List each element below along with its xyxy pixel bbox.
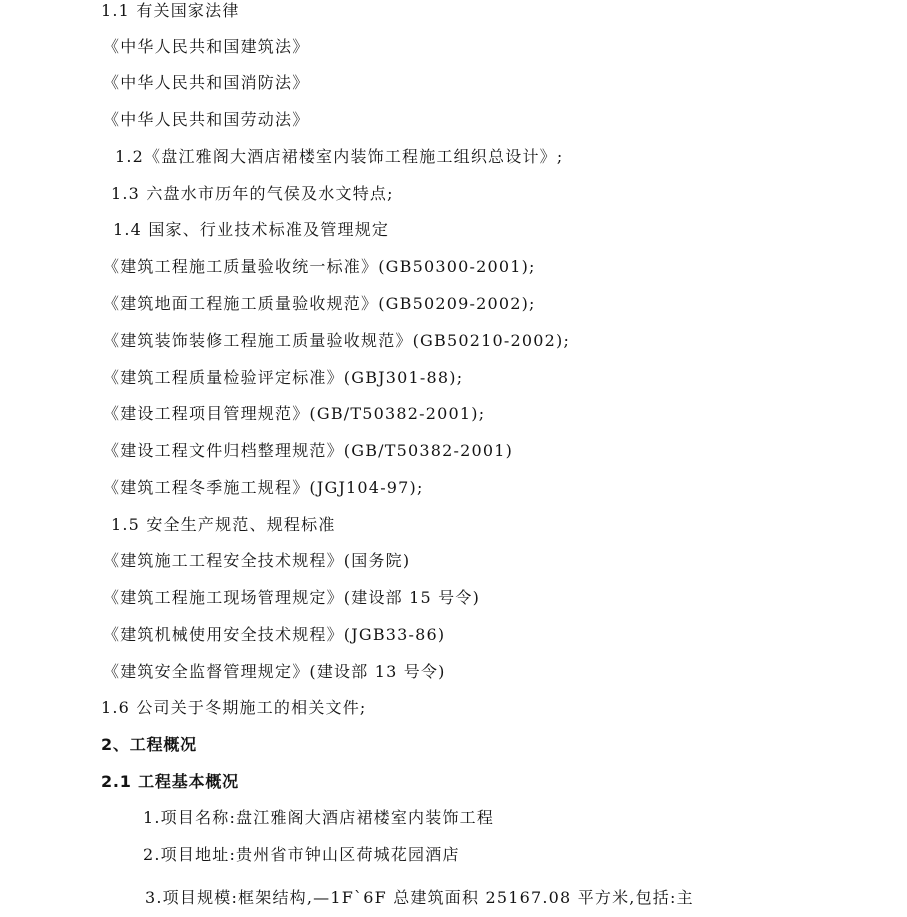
section-1-5-heading: 1.5 安全生产规范、规程标准 <box>111 515 336 534</box>
standard-gb50300: 《建筑工程施工质量验收统一标准》(GB50300-2001); <box>103 257 536 276</box>
standard-gbj301: 《建筑工程质量检验评定标准》(GBJ301-88); <box>103 368 464 387</box>
standard-gbt50382-management: 《建设工程项目管理规范》(GB/T50382-2001); <box>103 404 486 423</box>
section-1-1-heading: 1.1 有关国家法律 <box>101 1 240 20</box>
standard-jgj104: 《建筑工程冬季施工规程》(JGJ104-97); <box>103 478 424 497</box>
project-name-item: 1.项目名称:盘江雅阁大酒店裙楼室内装饰工程 <box>143 808 495 827</box>
project-scale-item: 3.项目规模:框架结构,—1F`6F 总建筑面积 25167.08 平方米,包括:主 <box>145 888 694 907</box>
standard-gb50210: 《建筑装饰装修工程施工质量验收规范》(GB50210-2002); <box>103 331 571 350</box>
section-1-3-item: 1.3 六盘水市历年的气侯及水文特点; <box>111 184 394 203</box>
law-fire-protection: 《中华人民共和国消防法》 <box>103 73 310 92</box>
regulation-safety-supervision: 《建筑安全监督管理规定》(建设部 13 号令) <box>103 662 446 681</box>
law-building: 《中华人民共和国建筑法》 <box>103 37 310 56</box>
section-1-6-item: 1.6 公司关于冬期施工的相关文件; <box>101 698 367 717</box>
standard-gb50209: 《建筑地面工程施工质量验收规范》(GB50209-2002); <box>103 294 536 313</box>
regulation-machinery-safety: 《建筑机械使用安全技术规程》(JGB33-86) <box>103 625 446 644</box>
section-1-2-item: 1.2《盘江雅阁大酒店裙楼室内装饰工程施工组织总设计》; <box>115 147 564 166</box>
section-2-heading: 2、工程概况 <box>101 735 197 754</box>
law-labor: 《中华人民共和国劳动法》 <box>103 110 310 129</box>
project-address-item: 2.项目地址:贵州省市钟山区荷城花园酒店 <box>143 845 460 864</box>
regulation-site-management: 《建筑工程施工现场管理规定》(建设部 15 号令) <box>103 588 481 607</box>
section-1-4-heading: 1.4 国家、行业技术标准及管理规定 <box>113 220 390 239</box>
regulation-safety-technical: 《建筑施工工程安全技术规程》(国务院) <box>103 551 411 570</box>
standard-gbt50382-archiving: 《建设工程文件归档整理规范》(GB/T50382-2001) <box>103 441 514 460</box>
section-2-1-heading: 2.1 工程基本概况 <box>101 772 239 791</box>
